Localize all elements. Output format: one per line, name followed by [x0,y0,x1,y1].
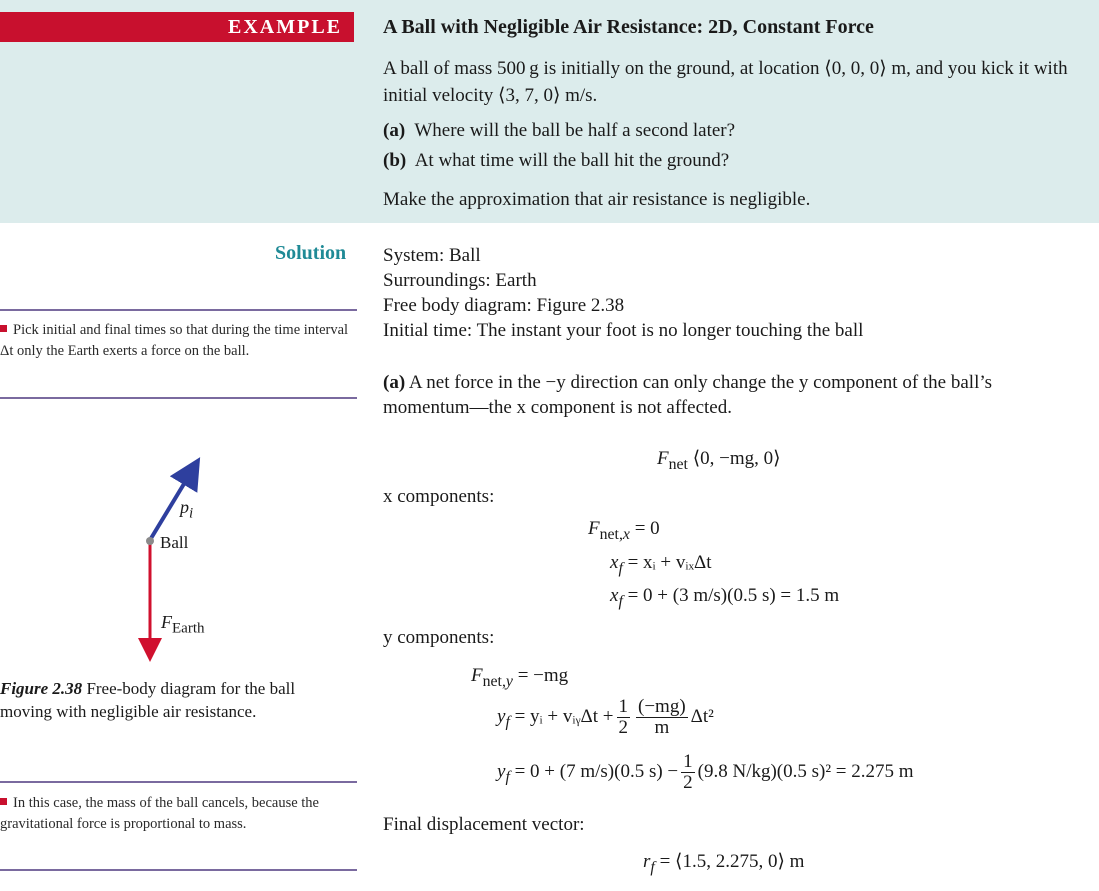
eq-xf-value: $x_f = 0 + (3$ m/s)(0.5 s) = 1.5 m [610,585,840,610]
setup-surroundings: Surroundings: Earth [383,270,537,291]
question-a-text: Where will the ball be half a second later? [414,120,736,141]
ball-icon [146,537,154,545]
eq-yf-general-b: Δt² [690,705,714,727]
figure-caption-number: Figure 2.38 [0,679,83,698]
eq-fnetx-value: = 0 [634,518,660,539]
margin-note-1 [0,320,356,362]
question-b-tag: (b) [383,150,407,171]
approximation-text: Make the approximation that air resistance is negligible. [383,189,811,210]
eq-xf-value-text: = 0 + (3 m/s)(0.5 s) = 1.5 m [627,585,840,606]
eq-rf: $r_f$ = ⟨1.5, 2.275, 0⟩ m [643,851,805,876]
question-a-tag: (a) [383,120,406,141]
force-label: $F_{Earth}$ [161,612,205,637]
setup-system: System: Ball [383,245,481,266]
eq-xf-general: $x_f$ = xᵢ + vᵢₓΔt [610,552,712,577]
bullet-icon [0,798,7,805]
bullet-icon [0,325,7,332]
fraction-mg-over-m: $\frac{(-mg)}{m}$ [638,696,686,738]
eq-fnet: $F_{net}$ ⟨0, −mg, 0⟩ [657,448,781,473]
fraction-half: $\frac{1}{2}$ [618,696,628,738]
figure-caption [0,677,350,723]
margin-rule-top-2 [0,781,357,783]
x-components-label: x components: [383,486,495,507]
eq-fnetx: $F_{net,x} = 0$ [588,518,660,543]
question-b [383,148,729,173]
part-a-tag: (a) [383,372,406,393]
margin-rule-top-1 [0,309,357,311]
final-displacement-label: Final displacement vector: [383,814,585,835]
eq-rf-value: = ⟨1.5, 2.275, 0⟩ m [659,851,805,872]
eq-fnet-value: ⟨0, −mg, 0⟩ [692,448,781,469]
part-a-text: A net force in the −y direction can only change the y component of the ball’s momentum—the x component is not affected. [383,372,993,418]
margin-note-1-text: Pick initial and final times so that during the time interval Δt only the Earth exerts a force on the ball. [0,322,349,359]
margin-rule-bottom-2 [0,869,357,871]
eq-yf-general-a: = yᵢ + vᵢᵧΔt + [514,705,614,727]
solution-label: Solution [275,242,347,264]
eq-xf-general-value: = xᵢ + vᵢₓΔt [627,552,712,573]
example-label: EXAMPLE [0,12,354,42]
ball-label: Ball [160,533,189,552]
part-a-paragraph [383,370,1083,420]
margin-rule-bottom-1 [0,397,357,399]
setup-fbd: Free body diagram: Figure 2.38 [383,295,625,316]
eq-yf-general: $y_f$ = yᵢ + vᵢᵧΔt + $\frac{1}{2}$ $\frac{(-mg)}{m}$ Δt² [497,696,714,738]
setup-initial-time: Initial time: The instant your foot is no longer touching the ball [383,320,864,341]
eq-yf-value: $y_f = 0 + (7$ m/s)(0.5 s) − $\frac{1}{2}$ (9.8 N/kg)(0.5 s)² = 2.275 m [497,751,914,793]
figure-caption-text: Free-body diagram for the ball moving with negligible air resistance. [0,679,296,721]
eq-fnety-value: = −mg [517,665,569,686]
fraction-half-2: $\frac{1}{2}$ [683,751,693,793]
question-b-text: At what time will the ball hit the ground? [414,150,730,171]
margin-note-2-text: In this case, the mass of the ball cancels, because the gravitational force is proportional to mass. [0,795,319,832]
margin-note-2 [0,793,356,835]
question-a [383,118,735,143]
eq-fnety: $F_{net,y} = -mg$ [471,665,569,690]
example-title: A Ball with Negligible Air Resistance: 2D, Constant Force [383,16,874,38]
example-intro: A ball of mass 500 g is initially on the ground, at location ⟨0, 0, 0⟩ m, and you kick it with initial velocity ⟨3, 7, 0⟩ m/s. [383,58,1068,106]
eq-yf-value-b: (9.8 N/kg)(0.5 s)² = 2.275 m [697,760,914,782]
y-components-label: y components: [383,627,495,648]
momentum-label: $p_i$ [180,497,194,522]
eq-yf-value-a: = 0 + (7 m/s)(0.5 s) − [514,760,679,782]
